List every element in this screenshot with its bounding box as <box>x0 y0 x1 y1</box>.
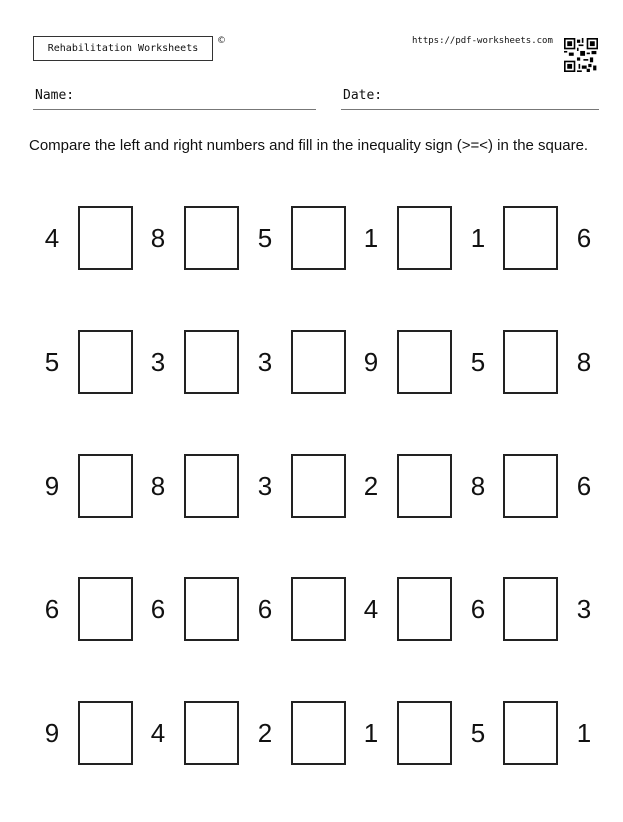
answer-box[interactable] <box>184 206 239 270</box>
site-url[interactable]: https://pdf-worksheets.com <box>412 36 553 46</box>
comparison-number: 8 <box>150 222 166 253</box>
answer-box[interactable] <box>184 454 239 518</box>
comparison-number: 8 <box>150 470 166 501</box>
comparison-number: 5 <box>257 222 273 253</box>
comparison-number: 2 <box>363 470 379 501</box>
comparison-number: 5 <box>470 717 486 748</box>
comparison-number: 5 <box>470 346 486 377</box>
answer-box[interactable] <box>291 577 346 641</box>
comparison-row <box>0 330 623 394</box>
answer-box[interactable] <box>503 577 558 641</box>
comparison-number: 6 <box>576 222 592 253</box>
comparison-number: 3 <box>257 470 273 501</box>
comparison-row <box>0 577 623 641</box>
comparison-number: 5 <box>44 346 60 377</box>
answer-box[interactable] <box>78 206 133 270</box>
comparison-number: 1 <box>363 717 379 748</box>
answer-box[interactable] <box>397 577 452 641</box>
answer-box[interactable] <box>78 701 133 765</box>
name-field[interactable]: Name: <box>33 88 316 110</box>
instructions-text: Compare the left and right numbers and fill in the inequality sign (>=<) in the square. <box>29 137 589 154</box>
comparison-number: 2 <box>257 717 273 748</box>
answer-box[interactable] <box>184 330 239 394</box>
comparison-number: 1 <box>576 717 592 748</box>
comparison-number: 6 <box>150 593 166 624</box>
comparison-row <box>0 454 623 518</box>
comparison-number: 1 <box>470 222 486 253</box>
worksheet-title: Rehabilitation Worksheets <box>33 36 213 61</box>
answer-box[interactable] <box>503 701 558 765</box>
answer-box[interactable] <box>291 330 346 394</box>
answer-box[interactable] <box>291 206 346 270</box>
date-field[interactable]: Date: <box>341 88 599 110</box>
copyright-symbol: © <box>217 36 226 46</box>
comparison-number: 4 <box>150 717 166 748</box>
answer-box[interactable] <box>397 454 452 518</box>
comparison-number: 6 <box>44 593 60 624</box>
answer-box[interactable] <box>184 701 239 765</box>
comparison-number: 9 <box>44 470 60 501</box>
answer-box[interactable] <box>397 206 452 270</box>
comparison-number: 6 <box>576 470 592 501</box>
answer-box[interactable] <box>78 330 133 394</box>
answer-box[interactable] <box>291 454 346 518</box>
answer-box[interactable] <box>397 701 452 765</box>
comparison-number: 3 <box>257 346 273 377</box>
comparison-number: 4 <box>44 222 60 253</box>
comparison-number: 8 <box>576 346 592 377</box>
comparison-number: 9 <box>44 717 60 748</box>
answer-box[interactable] <box>503 454 558 518</box>
comparison-number: 3 <box>150 346 166 377</box>
answer-box[interactable] <box>397 330 452 394</box>
comparison-number: 6 <box>257 593 273 624</box>
answer-box[interactable] <box>503 330 558 394</box>
comparison-number: 6 <box>470 593 486 624</box>
comparison-number: 9 <box>363 346 379 377</box>
answer-box[interactable] <box>184 577 239 641</box>
answer-box[interactable] <box>78 454 133 518</box>
comparison-number: 3 <box>576 593 592 624</box>
comparison-number: 1 <box>363 222 379 253</box>
comparison-row <box>0 206 623 270</box>
answer-box[interactable] <box>78 577 133 641</box>
comparison-number: 8 <box>470 470 486 501</box>
answer-box[interactable] <box>291 701 346 765</box>
answer-box[interactable] <box>503 206 558 270</box>
comparison-number: 4 <box>363 593 379 624</box>
comparison-row <box>0 701 623 765</box>
